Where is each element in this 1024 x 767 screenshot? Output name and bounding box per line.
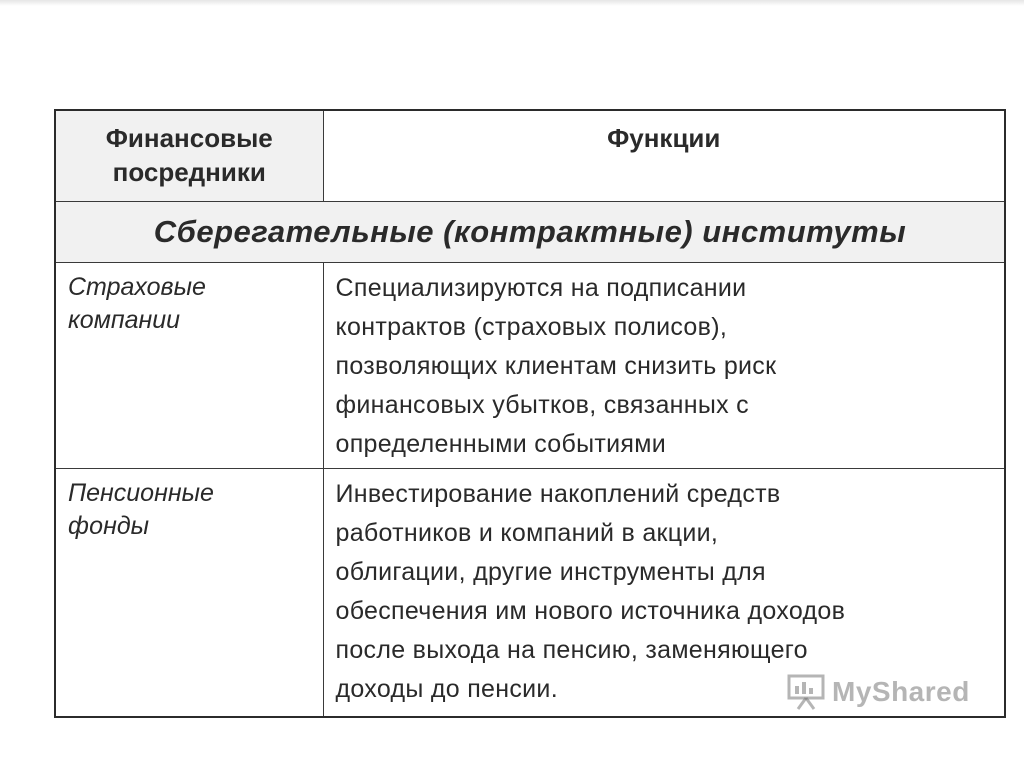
function-line: контрактов (страховых полисов),: [335, 313, 728, 341]
function-line: обеспечения им нового источника доходов: [335, 597, 846, 625]
header-col2: Функции: [607, 123, 721, 153]
function-line: после выхода на пенсию, заменяющего: [335, 636, 808, 664]
function-line: определенными событиями: [335, 430, 667, 458]
watermark: [786, 672, 970, 712]
function-line: финансовых убытков, связанных с: [335, 391, 749, 419]
function-line: Инвестирование накоплений средств: [335, 480, 781, 508]
row-name-line1: Страховые: [68, 273, 206, 301]
function-line: позволяющих клиентам снизить риск: [335, 352, 777, 380]
function-line: доходы до пенсии.: [335, 675, 558, 703]
section-row: [55, 202, 1005, 263]
row-function-cell: [323, 263, 1005, 469]
header-col1-line2: посредники: [112, 157, 266, 187]
header-cell-functions: [323, 110, 1005, 202]
presentation-board-icon: [786, 672, 826, 712]
watermark-text: MyShared: [832, 676, 970, 707]
header-cell-intermediaries: [55, 110, 323, 202]
section-title: Сберегательные (контрактные) институты: [55, 202, 1005, 263]
header-col1-line1: Финансовые: [105, 123, 273, 153]
row-name-line2: фонды: [68, 512, 150, 540]
row-name-cell: [55, 469, 323, 718]
row-name-line2: компании: [68, 306, 181, 334]
row-name-cell: [55, 263, 323, 469]
table-header-row: [55, 110, 1005, 202]
function-line: облигации, другие инструменты для: [335, 558, 766, 586]
row-name-line1: Пенсионные: [68, 479, 214, 507]
intermediaries-table: [54, 109, 1006, 718]
table-row: [55, 263, 1005, 469]
function-line: Специализируются на подписании: [335, 274, 747, 302]
top-edge-shade: [0, 0, 1024, 6]
function-line: работников и компаний в акции,: [335, 519, 719, 547]
